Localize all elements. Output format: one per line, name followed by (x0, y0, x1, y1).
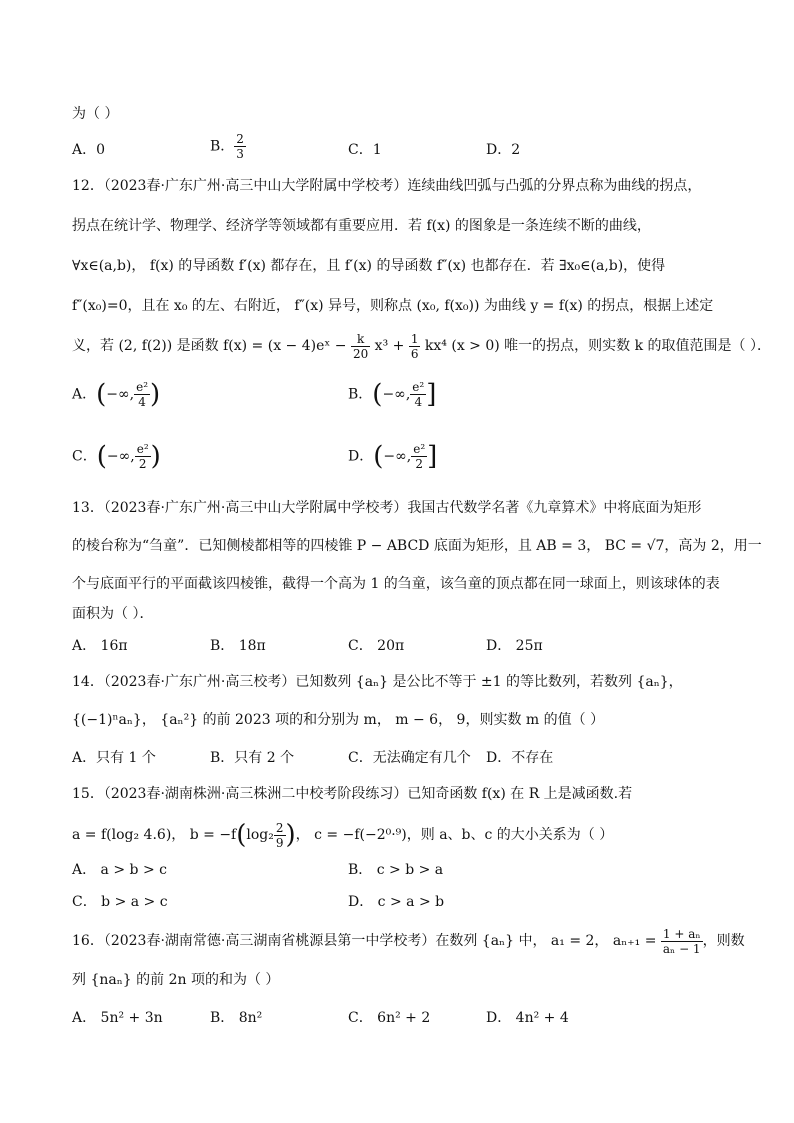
q11-option-a: A．0 (72, 142, 106, 158)
q16-option-b: B． 8n² (210, 1010, 263, 1026)
q11-option-b-den: 3 (236, 147, 244, 161)
q16-den: aₙ − 1 (662, 941, 701, 956)
q14-option-c: C．无法确定有几个 (348, 750, 471, 766)
q16-option-c: C． 6n² + 2 (348, 1010, 431, 1026)
q13-stem-line2: 的棱台称为“刍童”．已知侧棱都相等的四棱锥 P − ABCD 底面为矩形，且 AB = 3， BC = √7，高为 2，用一 (72, 538, 762, 554)
q12-option-a-left-paren: ( (96, 379, 107, 410)
q12-option-d-fraction (411, 442, 427, 471)
q12-option-a-right-paren: ) (150, 379, 161, 410)
q11-option-b (210, 132, 246, 161)
q12-k-num: k (351, 332, 370, 347)
q16-line1-a: 16．（2023春·湖南常德·高三湖南省桃源县第一中学校考）在数列 {aₙ} 中， a₁ = 2， aₙ₊₁ = (72, 933, 657, 949)
q12-option-d-pre: −∞, (383, 448, 412, 465)
q12-sixth-den: 6 (410, 346, 419, 361)
q11-option-b-fraction (234, 132, 246, 161)
q15-left-paren: ( (236, 820, 247, 850)
q14-stem-line2: {(−1)ⁿaₙ}， {aₙ²} 的前 2023 项的和分别为 m， m − 6， 9，则实数 m 的值（ ） (72, 712, 605, 728)
q15-log: log₂ (246, 827, 274, 843)
q12-option-c (72, 442, 161, 471)
q15-den: 9 (275, 835, 284, 850)
q16-option-d: D． 4n² + 4 (486, 1010, 569, 1026)
q12-option-c-pre: −∞, (106, 448, 135, 465)
q13-stem-line1: 13．（2023春·广东广州·高三中山大学附属中学校考）我国古代数学名著《九章算术》中将底面为矩形 (72, 500, 702, 516)
q12-stem-line5 (72, 328, 771, 364)
q15-option-a: A． a > b > c (72, 862, 167, 878)
q15-two-ninths (274, 821, 286, 850)
q12-line5-a: 义，若 (2, f(2)) 是函数 f(x) = (x − 4)eˣ − (72, 338, 347, 354)
q13-option-d: D． 25π (486, 638, 543, 654)
q12-option-b (348, 380, 436, 409)
q13-stem-line4: 面积为（ ）． (72, 606, 154, 622)
q12-option-c-fraction (135, 442, 151, 471)
q14-option-a: A．只有 1 个 (72, 750, 156, 766)
q15-option-b: B． c > b > a (348, 862, 444, 878)
q15-line2-a: a = f(log₂ 4.6)， b = −f (72, 827, 237, 843)
q16-num: 1 + aₙ (662, 926, 701, 941)
q12-option-b-pre: −∞, (382, 386, 411, 403)
q14-stem-line1: 14．（2023春·广东广州·高三校考）已知数列 {aₙ} 是公比不等于 ±1 的等比数列，若数列 {aₙ}， (72, 674, 683, 690)
q12-option-b-right-bracket: ] (426, 379, 437, 410)
q12-option-b-den: 4 (414, 395, 423, 409)
q12-option-a (72, 380, 160, 409)
q16-recurrence-fraction (661, 927, 703, 956)
q13-stem-line3: 个与底面平行的平面截该四棱锥，截得一个高为 1 的刍童，该刍童的顶点都在同一球面上，则该球体的表 (72, 576, 720, 592)
q12-line5-c: kx⁴ (x > 0) 唯一的拐点，则实数 k 的取值范围是（ ）． (424, 338, 772, 354)
q13-option-b: B． 18π (210, 638, 266, 654)
q11-option-d: D．2 (486, 142, 521, 158)
q12-k-over-20 (351, 332, 370, 361)
q12-option-b-fraction (410, 380, 426, 409)
q12-one-sixth (409, 332, 421, 361)
q12-option-c-left-paren: ( (96, 441, 107, 472)
q12-option-c-den: 2 (138, 457, 147, 471)
q16-option-a: A． 5n² + 3n (72, 1010, 163, 1026)
q11-stem-tail: 为（ ） (72, 106, 119, 122)
q12-option-d-den: 2 (415, 457, 424, 471)
q16-stem-line2: 列 {naₙ} 的前 2n 项的和为（ ） (72, 972, 280, 988)
q11-option-c: C．1 (348, 142, 382, 158)
q12-option-c-num: e² (136, 442, 149, 456)
q12-option-d-num: e² (413, 442, 426, 456)
q15-stem-line1: 15．（2023春·湖南株洲·高三株洲二中校考阶段练习）已知奇函数 f(x) 在 R 上是减函数.若 (72, 786, 633, 802)
q11-option-b-label: B． (210, 138, 235, 155)
q12-option-c-label: C． (72, 448, 97, 465)
q12-option-d-label: D． (348, 448, 374, 465)
q12-option-b-label: B． (348, 386, 373, 403)
q16-line1-b: ，则数 (702, 933, 745, 949)
q12-stem-line2: 拐点在统计学、物理学、经济学等领域都有重要应用．若 f(x) 的图象是一条连续不断的曲线， (72, 218, 651, 234)
q12-sixth-num: 1 (410, 331, 419, 346)
q12-option-d-right-bracket: ] (427, 441, 438, 472)
q12-option-c-right-paren: ) (150, 441, 161, 472)
q15-num: 2 (275, 820, 284, 835)
q15-option-d: D． c > a > b (348, 894, 445, 910)
q15-option-c: C． b > a > c (72, 894, 168, 910)
q15-stem-line2 (72, 818, 613, 852)
q12-option-b-num: e² (412, 380, 425, 394)
q12-option-b-left-paren: ( (372, 379, 383, 410)
q12-option-d-left-paren: ( (373, 441, 384, 472)
q16-stem-line1 (72, 924, 745, 958)
q13-option-a: A． 16π (72, 638, 128, 654)
q12-k-den: 20 (352, 346, 369, 361)
q12-option-a-fraction (134, 380, 150, 409)
q15-right-paren: ) (285, 820, 296, 850)
q11-option-b-num: 2 (236, 132, 244, 146)
q13-option-c: C． 20π (348, 638, 405, 654)
q14-option-d: D．不存在 (486, 750, 554, 766)
q12-option-a-den: 4 (138, 395, 146, 409)
q12-stem-line1: 12．（2023春·广东广州·高三中山大学附属中学校考）连续曲线凹弧与凸弧的分界点称为曲线的拐点， (72, 178, 702, 194)
q12-option-a-pre: −∞, (106, 386, 135, 403)
q14-option-b: B．只有 2 个 (210, 750, 295, 766)
q12-option-d (348, 442, 437, 471)
q12-option-a-num: e² (136, 380, 149, 394)
q12-line5-b: x³ + (374, 338, 405, 354)
q12-stem-line3: ∀x∈(a,b)， f(x) 的导函数 f′(x) 都存在，且 f′(x) 的导函数 f″(x) 也都存在．若 ∃x₀∈(a,b)，使得 (72, 258, 666, 274)
q15-line2-b: ， c = −f(−2⁰·⁹)，则 a、b、c 的大小关系为（ ） (295, 827, 614, 843)
q12-option-a-label: A． (72, 386, 97, 403)
q12-stem-line4: f″(x₀)=0，且在 x₀ 的左、右附近， f″(x) 异号，则称点 (x₀, f(x₀)) 为曲线 y = f(x) 的拐点，根据上述定 (72, 298, 714, 314)
